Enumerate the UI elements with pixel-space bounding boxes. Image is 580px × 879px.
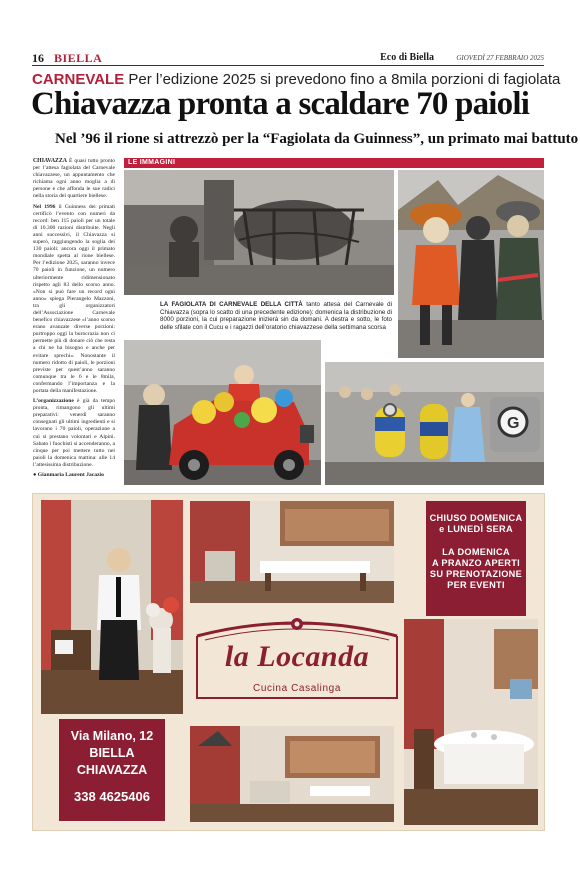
photo-caption [160,301,392,331]
issue-date: GIOVEDÌ 27 FEBBRAIO 2025 [456,54,544,62]
page-header [32,50,544,66]
brand-tagline: Cucina Casalinga [253,683,341,694]
paragraph-text: il Guinness dei primati certificò l’evento con numeri da record: ben 115 paioli per un totale di 10.300 razioni distribuite. Negli anni successivi, il Chiavazza si superò, raggiungendo la soglia dei 130 paioli: ancora oggi il primato mondiale spetta al rione biellese. Per l’edizione 2025, saranno invece 70 paioli in funzione, un numero ulteriormente ridimensionato rispetto agli 83 dello scorso anno. «Non si può fare un record ogni anno» spiega Pierangelo Mazzoni, tra gli organizzatori dell’Associazione Carnevale benefico chiavazzese «l’anno scorso erano avanzate diverse porzioni: purtroppo oggi la burocrazia non ci permette più di donare ciò che resta a chi ne ha bisogno e anche per evitare sprechi». Nonostante il numero ridotto di paioli, le porzioni previste per quest’anno saranno comunque tra le 6 e le 8mila, confermando l’importanza e la portata della manifestazione. [33,203,115,394]
photo-masks [398,170,544,358]
ad-photo-table-setting [404,619,538,825]
caption-title: LA FAGIOLATA DI CARNEVALE DELLA CITTÀ [160,301,303,308]
hours-line: e LUNEDÌ SERA [439,524,513,534]
paragraph-text: È quasi tutto pronto per l’attesa fagiolata del Carnevale chiavazzese, un appuntamento che richiama ogni anno moglia a di persone e che affonda le sue radici nella storia del quartiere biellese. [33,158,115,200]
photo-section-band [124,158,544,168]
address-district: CHIAVAZZA [76,763,148,777]
ad-photo-interior [190,726,394,822]
hours-line: LA DOMENICA [442,547,510,557]
photo-paioli [124,170,394,295]
paragraph-lead: L’organizzazione [33,398,74,405]
subheadline: Nel ’96 il rione si attrezzò per la “Fagiolata da Guinness”, un primato mai battuto [55,131,579,147]
svg-text:G: G [507,415,520,432]
ad-photo-waiter [41,500,183,714]
hours-line: CHIUSO DOMENICA [429,513,523,523]
paragraph-lead: Nel 1996 [33,203,56,210]
photo-parade-car [124,340,321,485]
section-name: BIELLA [54,51,103,65]
phone-number: 338 4625406 [74,789,150,804]
photo-costumed-children [325,362,544,485]
article-body [33,158,115,482]
byline-author: Gianmaria Laurent Jacazio [37,472,104,479]
article-paragraph [33,398,115,469]
photo-section-label: LE IMMAGINI [128,159,176,166]
paragraph-text: è già da tempo pronta, rimangono gli ultimi preparativi: venerdì saranno consegnati gli ultimi ingredienti e si lavorano i 70 paioli, operazione a cui si prestano volontari e Alpini. Sabato i fuochisti si accenderanno, a cinque per poi mettere tutto nei paioli la domenica mattina: alle 14 l’attesissima distribuzione. [33,398,115,468]
hours-line: SU PRENOTAZIONE [429,569,523,579]
kicker-text: Per l’edizione 2025 si prevedono fino a 8mila porzioni di fagiolata [128,71,561,88]
restaurant-logo [191,612,403,704]
address-city: BIELLA [89,746,135,760]
hours-line: A PRANZO APERTI [431,558,521,568]
address-box [59,719,165,821]
article-paragraph [33,204,115,396]
byline: ● Gianmaria Laurent Jacazio [33,472,104,479]
brand-name: la Locanda [224,640,370,673]
page-number: 16 [32,51,44,65]
restaurant-advertisement [32,493,545,831]
opening-hours-box [426,501,526,616]
address-street: Via Milano, 12 [70,729,154,743]
article-paragraph [33,158,115,201]
hours-line: PER EVENTI [447,580,505,590]
ad-photo-dining-room [190,501,394,603]
headline: Chiavazza pronta a scaldare 70 paioli [31,86,530,122]
kicker-tag: CARNEVALE [32,71,125,88]
newspaper-name: Eco di Biella [380,52,434,63]
caption-text: tanto attesa del Carnevale di Chiavazza (sopra lo scatto di una precedente edizione): domenica la distribuzione di 8000 porzioni, la cui preparazione inizierà sin da domani. A destra e sotto, le foto delle sfilate con il Cucu e i ragazzi dell’oratorio chiavazzese della settimana scorsa [160,301,392,331]
dateline: CHIAVAZZA [33,158,67,164]
